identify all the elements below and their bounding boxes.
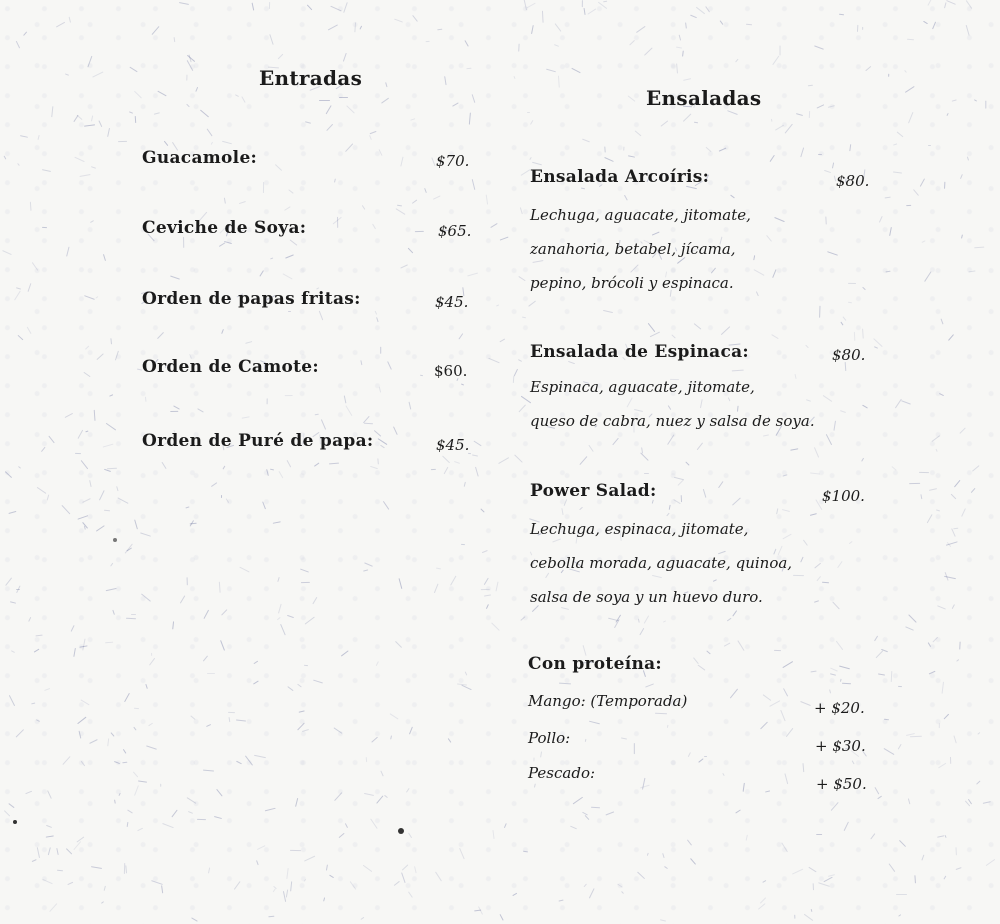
entrada-item-camote: Orden de Camote: [142,357,319,377]
paper-fiber [774,649,781,650]
paper-fiber [431,469,436,470]
paper-fiber [288,311,291,312]
protein-option-pollo: Pollo: [528,729,571,747]
paper-fiber [126,617,136,619]
ink-speck [13,820,17,824]
paper-fiber [633,743,634,754]
paper-fiber [638,618,640,622]
paper-fiber [110,338,112,345]
ensalada-item-arcoiris: Ensalada Arcoíris: [530,167,710,187]
entrada-price-papas: $45. [435,293,469,311]
ensalada-price-espinaca: $80. [832,346,866,364]
entrada-item-guacamole: Guacamole: [142,148,258,168]
paper-fiber [104,509,110,511]
paper-fiber [319,100,330,101]
description-line: Espinaca, aguacate, jitomate, [530,378,755,396]
paper-fiber [816,833,822,834]
paper-fiber [186,577,187,585]
protein-option-mango: Mango: (Temporada) [528,692,688,710]
paper-fiber [290,850,301,851]
paper-fiber [365,757,366,762]
description-line: cebolla morada, aguacate, quinoa, [530,554,793,572]
paper-fiber [811,909,813,912]
ensalada-item-espinaca: Ensalada de Espinaca: [530,342,750,362]
paper-fiber [848,283,856,284]
paper-fiber [802,764,804,773]
paper-fiber [907,39,914,41]
ensalada-price-arcoiris: $80. [836,172,870,190]
description-line: Lechuga, espinaca, jitomate, [530,520,749,538]
paper-fiber [93,410,95,421]
protein-title: Con proteína: [528,654,663,674]
ensalada-item-power: Power Salad: [530,481,657,501]
paper-fiber [415,231,424,232]
entrada-item-pure: Orden de Puré de papa: [142,431,374,451]
paper-fiber [269,2,270,9]
ensalada-price-power: $100. [822,487,865,505]
paper-fiber [694,121,698,123]
paper-fiber [985,100,986,108]
paper-fiber [75,452,81,453]
description-line: pepino, brócoli y espinaca. [530,274,734,292]
paper-fiber [812,883,813,890]
protein-option-pescado: Pescado: [528,764,596,782]
paper-fiber [197,819,206,820]
paper-fiber [512,376,513,383]
paper-fiber [914,876,916,884]
protein-price-pollo: + $30. [815,737,866,755]
entrada-item-ceviche: Ceviche de Soya: [142,218,307,238]
protein-price-pescado: + $50. [816,775,867,793]
description-line: queso de cabra, nuez y salsa de soya. [530,412,815,430]
entrada-item-papas: Orden de papas fritas: [142,289,361,309]
paper-fiber [581,0,582,7]
ink-speck [113,538,117,542]
paper-fiber [808,111,809,118]
ink-speck [398,828,404,834]
entrada-price-ceviche: $65. [438,222,472,240]
paper-fiber [682,51,684,57]
paper-fiber [114,800,116,804]
paper-fiber [794,915,795,919]
entrada-price-camote: $60. [434,362,468,380]
paper-fiber [57,869,63,871]
entradas-title: Entradas [259,66,363,90]
paper-fiber [270,468,274,470]
paper-fiber [542,11,544,23]
paper-fiber [533,757,534,761]
ensaladas-title: Ensaladas [646,86,762,110]
paper-fiber [183,237,184,248]
paper-fiber [523,850,528,852]
entrada-price-pure: $45. [436,436,470,454]
paper-fiber [680,495,681,502]
paper-fiber [950,757,951,764]
paper-fiber [207,673,214,674]
description-line: Lechuga, aguacate, jitomate, [530,206,751,224]
paper-fiber [704,756,707,757]
paper-fiber [170,411,178,412]
paper-fiber [339,97,349,98]
paper-fiber [808,84,813,86]
entrada-price-guacamole: $70. [436,152,470,170]
paper-fiber [16,588,20,589]
ensalada-description-power [530,512,792,614]
paper-fiber [29,201,31,210]
paper-fiber [262,182,263,193]
paper-fiber [131,614,136,615]
description-line: salsa de soya y un huevo duro. [530,588,763,606]
paper-fiber [898,685,902,686]
paper-fiber [266,399,267,405]
ensalada-description-espinaca [530,370,815,438]
paper-fiber [518,43,519,51]
paper-fiber [944,182,945,189]
paper-fiber [221,495,222,498]
paper-fiber [896,894,907,895]
paper-fiber [939,723,940,728]
description-line: zanahoria, betabel, jícama, [530,240,736,258]
paper-fiber [862,26,863,29]
paper-fiber [301,582,310,583]
paper-fiber [857,25,858,32]
paper-fiber [481,588,490,589]
protein-price-mango: + $20. [814,699,865,717]
paper-fiber [793,575,804,576]
ensalada-description-arcoiris [530,198,751,300]
paper-fiber [380,346,381,353]
